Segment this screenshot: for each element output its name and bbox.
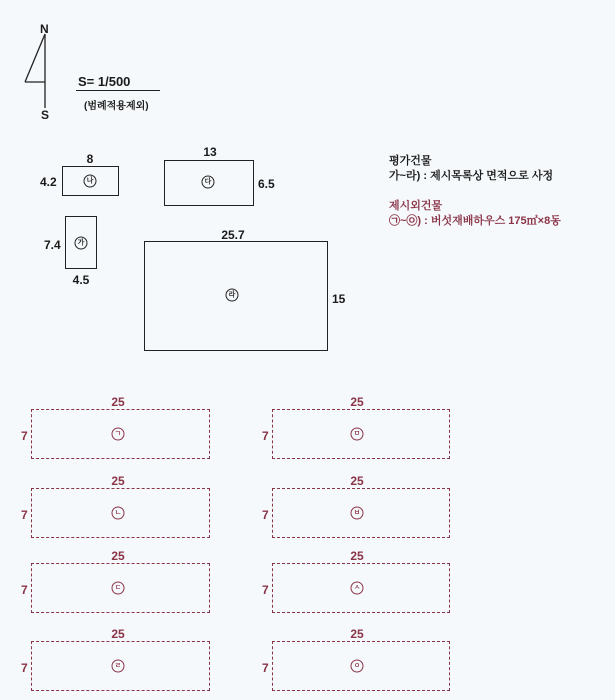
house-rieul-mark: ㄹ bbox=[112, 660, 125, 673]
house-rieul-width: 25 bbox=[111, 627, 125, 641]
excl-title: 제시외건물 bbox=[389, 200, 443, 212]
building-ga-width: 4.5 bbox=[72, 273, 90, 287]
house-mieum-height: 7 bbox=[262, 429, 269, 443]
house-nieun-mark: ㄴ bbox=[112, 507, 125, 520]
building-na-height: 4.2 bbox=[40, 175, 57, 189]
house-mieum-width: 25 bbox=[350, 395, 364, 409]
building-ra-mark: 라 bbox=[226, 289, 239, 302]
building-da-width: 13 bbox=[203, 145, 217, 159]
house-giyeok-height: 7 bbox=[21, 429, 28, 443]
north-label: N bbox=[40, 22, 49, 36]
building-ga-height: 7.4 bbox=[44, 238, 61, 252]
building-da-height: 6.5 bbox=[258, 177, 275, 191]
house-digeut-mark: ㄷ bbox=[112, 582, 125, 595]
eval-desc: 가~라) : 제시목록상 면적으로 사정 bbox=[389, 170, 554, 182]
building-na-width: 8 bbox=[86, 152, 94, 166]
house-rieul-height: 7 bbox=[21, 661, 28, 675]
south-label: S bbox=[41, 108, 50, 122]
scale-text: S= 1/500 bbox=[78, 74, 131, 89]
eval-title: 평가건물 bbox=[389, 155, 432, 167]
house-digeut-height: 7 bbox=[21, 583, 28, 597]
house-siot-height: 7 bbox=[262, 583, 269, 597]
house-nieun-height: 7 bbox=[21, 508, 28, 522]
house-ieung-mark: ㅇ bbox=[351, 660, 364, 673]
scale-note: (범례적용제외) bbox=[84, 101, 149, 112]
house-ieung-height: 7 bbox=[262, 661, 269, 675]
house-siot-mark: ㅅ bbox=[351, 582, 364, 595]
house-giyeok-mark: ㄱ bbox=[112, 428, 125, 441]
house-nieun-width: 25 bbox=[111, 474, 125, 488]
building-da-mark: 다 bbox=[202, 176, 215, 189]
house-bieup-height: 7 bbox=[262, 508, 269, 522]
building-ga-mark: 가 bbox=[75, 237, 88, 250]
house-siot-width: 25 bbox=[350, 549, 364, 563]
building-na-mark: 나 bbox=[84, 175, 97, 188]
house-giyeok-width: 25 bbox=[111, 395, 125, 409]
scale-underline bbox=[76, 90, 160, 91]
building-ra-width: 25.7 bbox=[221, 228, 245, 242]
house-ieung-width: 25 bbox=[350, 627, 364, 641]
house-bieup-mark: ㅂ bbox=[351, 507, 364, 520]
house-mieum-mark: ㅁ bbox=[351, 428, 364, 441]
excl-desc: ㉠~㉧) : 버섯재배하우스 175㎡×8동 bbox=[389, 215, 561, 227]
building-ra-height: 15 bbox=[332, 292, 346, 306]
house-digeut-width: 25 bbox=[111, 549, 125, 563]
house-bieup-width: 25 bbox=[350, 474, 364, 488]
